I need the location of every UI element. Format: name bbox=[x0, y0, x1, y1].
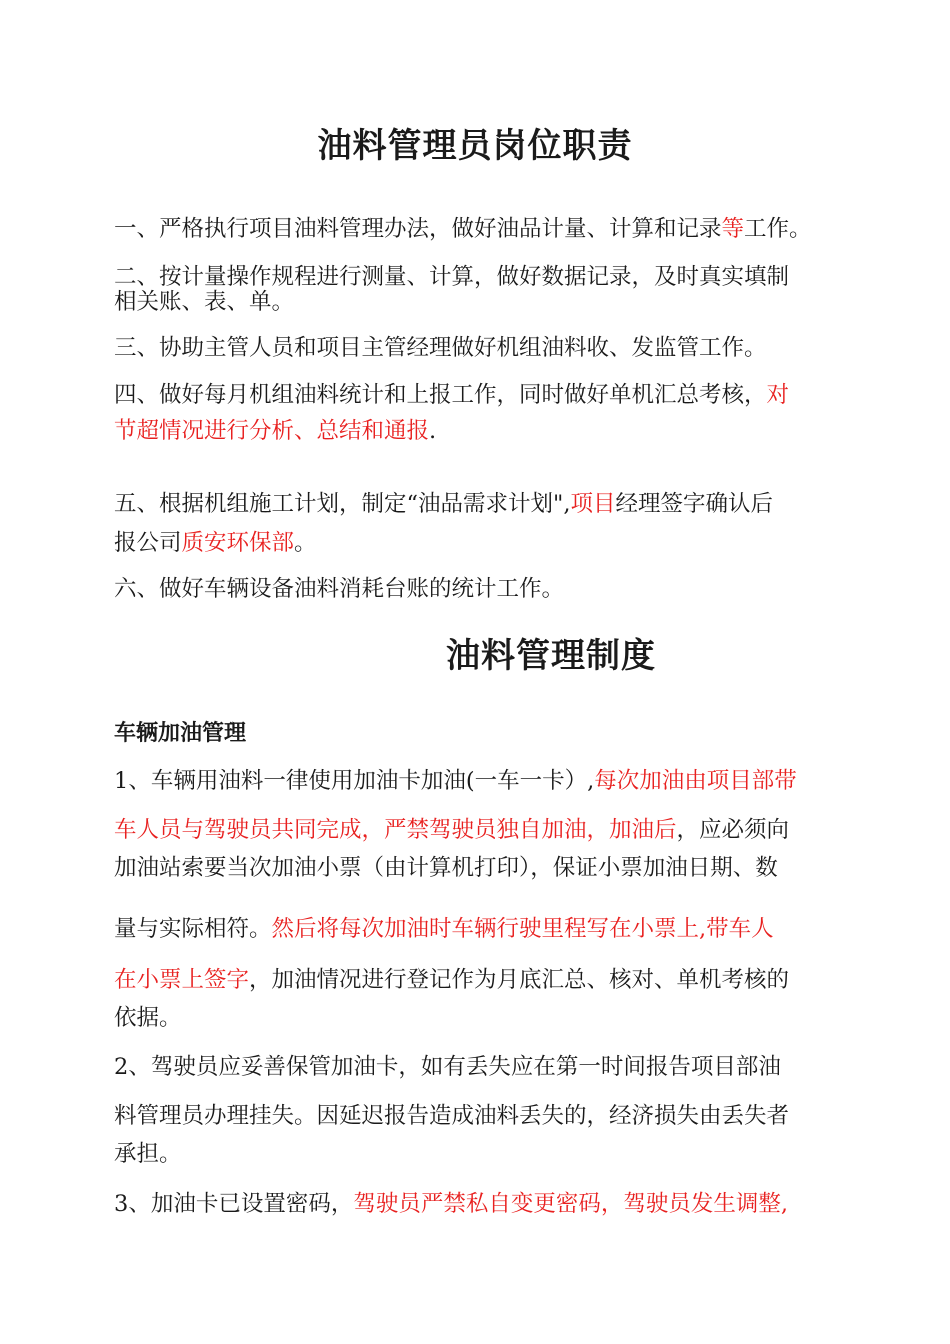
rule-1-line-3: 加油站索要当次加油小票（由计算机打印），保证小票加油日期、数 bbox=[114, 855, 778, 881]
rule-2-line-3: 承担。 bbox=[114, 1141, 182, 1167]
rule-1-highlight: 每次加油由项目部带 bbox=[594, 768, 797, 794]
duty-item-5-text: 五、根据机组施工计划，制定“油品需求计划", bbox=[114, 491, 571, 517]
duty-item-4-end: . bbox=[429, 418, 437, 444]
duty-item-4-line-2 bbox=[114, 417, 436, 445]
duty-item-5-highlight-2: 质安环保部 bbox=[181, 530, 295, 556]
duty-item-1 bbox=[114, 215, 812, 243]
rule-2-line-2: 料管理员办理挂失。因延迟报告造成油料丢失的，经济损失由丢失者 bbox=[114, 1103, 790, 1129]
rule-1-text-4: ，加油情况进行登记作为月底汇总、核对、单机考核的 bbox=[249, 967, 790, 993]
rule-1-text-3: 量与实际相符。 bbox=[114, 916, 272, 942]
rule-3-highlight: 驾驶员严禁私自变更密码，驾驶员发生调整, bbox=[353, 1191, 788, 1217]
rule-1-text-2: ，应必须向 bbox=[676, 817, 790, 843]
duty-item-5-text-2: 经理签字确认后 bbox=[615, 491, 774, 517]
duty-item-4-text: 四、做好每月机组油料统计和上报工作，同时做好单机汇总考核， bbox=[114, 382, 767, 408]
duty-item-6: 六、做好车辆设备油料消耗台账的统计工作。 bbox=[114, 576, 565, 602]
rule-1-line-1 bbox=[114, 767, 797, 795]
duty-item-2-line-1: 二、按计量操作规程进行测量、计算，做好数据记录，及时真实填制 bbox=[114, 264, 790, 290]
rule-1-line-6: 依据。 bbox=[114, 1005, 182, 1031]
duty-item-4-line-1 bbox=[114, 381, 789, 409]
rule-3-line-1 bbox=[114, 1190, 788, 1218]
duty-item-2-line-2: 相关账、表、单。 bbox=[114, 289, 295, 315]
duty-item-5-end: 。 bbox=[294, 530, 317, 556]
page-title: 油料管理员岗位职责 bbox=[317, 126, 633, 166]
rule-3-text: 3、加油卡已设置密码， bbox=[114, 1191, 354, 1217]
rule-1-highlight-2: 车人员与驾驶员共同完成，严禁驾驶员独自加油，加油后 bbox=[114, 817, 677, 843]
rule-1-line-2 bbox=[114, 816, 789, 844]
duty-item-1-text: 一、严格执行项目油料管理办法，做好油品计量、计算和记录 bbox=[114, 216, 722, 242]
rule-1-line-5 bbox=[114, 966, 789, 994]
rule-1-line-4 bbox=[114, 915, 774, 943]
subheading: 车辆加油管理 bbox=[114, 721, 247, 746]
duty-item-3: 三、协助主管人员和项目主管经理做好机组油料收、发监管工作。 bbox=[114, 335, 767, 361]
duty-item-5-highlight: 项目 bbox=[570, 491, 616, 517]
duty-item-5-line-1 bbox=[114, 490, 773, 518]
duty-item-1-highlight: 等 bbox=[721, 216, 745, 242]
duty-item-5-text-3: 报公司 bbox=[114, 530, 182, 556]
duty-item-4-highlight-2: 节超情况进行分析、总结和通报 bbox=[114, 418, 430, 444]
duty-item-5-line-2 bbox=[114, 529, 317, 557]
duty-item-1-end: 工作。 bbox=[744, 216, 812, 242]
rule-1-text: 1、车辆用油料一律使用加油卡加油(一车一卡）, bbox=[114, 768, 595, 794]
section-title: 油料管理制度 bbox=[446, 636, 656, 676]
duty-item-4-highlight: 对 bbox=[766, 382, 790, 408]
rule-1-highlight-4: 在小票上签字 bbox=[114, 967, 250, 993]
rule-1-highlight-3: 然后将每次加油时车辆行驶里程写在小票上,带车人 bbox=[271, 916, 774, 942]
rule-2-line-1: 2、驾驶员应妥善保管加油卡，如有丢失应在第一时间报告项目部油 bbox=[114, 1054, 781, 1080]
